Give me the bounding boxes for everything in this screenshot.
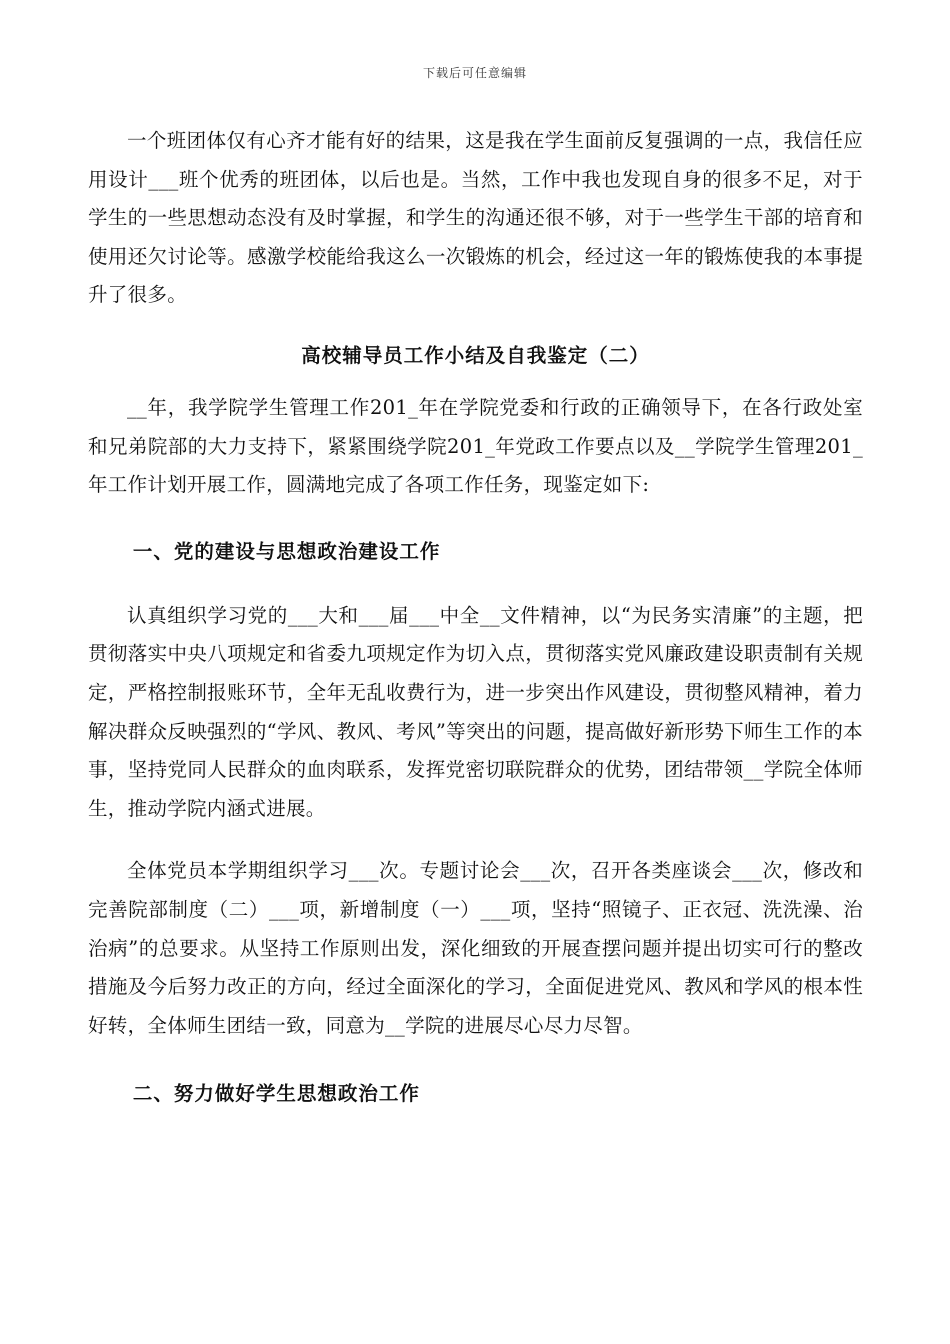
paragraph-3: 认真组织学习党的___大和___届___中全__文件精神，以“为民务实清廉”的主题，把贯彻落实中央八项规定和省委九项规定作为切入点，贯彻落实党风廉政建设职责制有关规定，严格控制报账环节，全年无乱收费行为，进一步突出作风建设，贯彻整风精神，着力解决群众反映强烈的“学风、教风、考风”等突出的问题，提高做好新形势下师生工作的本事，坚持党同人民群众的血肉联系，发挥党密切联院群众的优势，团结带领__学院全体师生，推动学院内涵式进展。 xyxy=(88,603,863,820)
paragraph-4: 全体党员本学期组织学习___次。专题讨论会___次，召开各类座谈会___次，修改和完善院部制度（二）___项，新增制度（一）___项，坚持“照镜子、正衣冠、洗洗澡、治治病”的总要求。从坚持工作原则出发，深化细致的开展查摆问题并提出切实可行的整改措施及今后努力改正的方向，经过全面深化的学习，全面促进党风、教风和学风的根本性好转，全体师生团结一致，同意为__学院的进展尽心尽力尽智。 xyxy=(88,859,863,1037)
paragraph-1: 一个班团体仅有心齐才能有好的结果，这是我在学生面前反复强调的一点，我信任应用设计___班个优秀的班团体，以后也是。当然，工作中我也发现自身的很多不足，对于学生的一些思想动态没有及时掌握，和学生的沟通还很不够，对于一些学生干部的培育和使用还欠讨论等。感激学校能给我这么一次锻炼的机会，经过这一年的锻炼使我的本事提升了很多。 xyxy=(88,129,863,307)
document-body xyxy=(88,122,863,1113)
header-note: 下载后可任意编辑 xyxy=(422,66,527,80)
paragraph-2: __年，我学院学生管理工作201_年在学院党委和行政的正确领导下，在各行政处室和兄弟院部的大力支持下，紧紧围绕学院201_年党政工作要点以及__学院学生管理201_年工作计划开展工作，圆满地完成了各项工作任务，现鉴定如下: xyxy=(88,395,863,497)
heading-student-work: 二、努力做好学生思想政治工作 xyxy=(132,1082,420,1106)
section-title: 高校辅导员工作小结及自我鉴定（二） xyxy=(301,343,650,367)
heading-party-building: 一、党的建设与思想政治建设工作 xyxy=(132,539,441,563)
